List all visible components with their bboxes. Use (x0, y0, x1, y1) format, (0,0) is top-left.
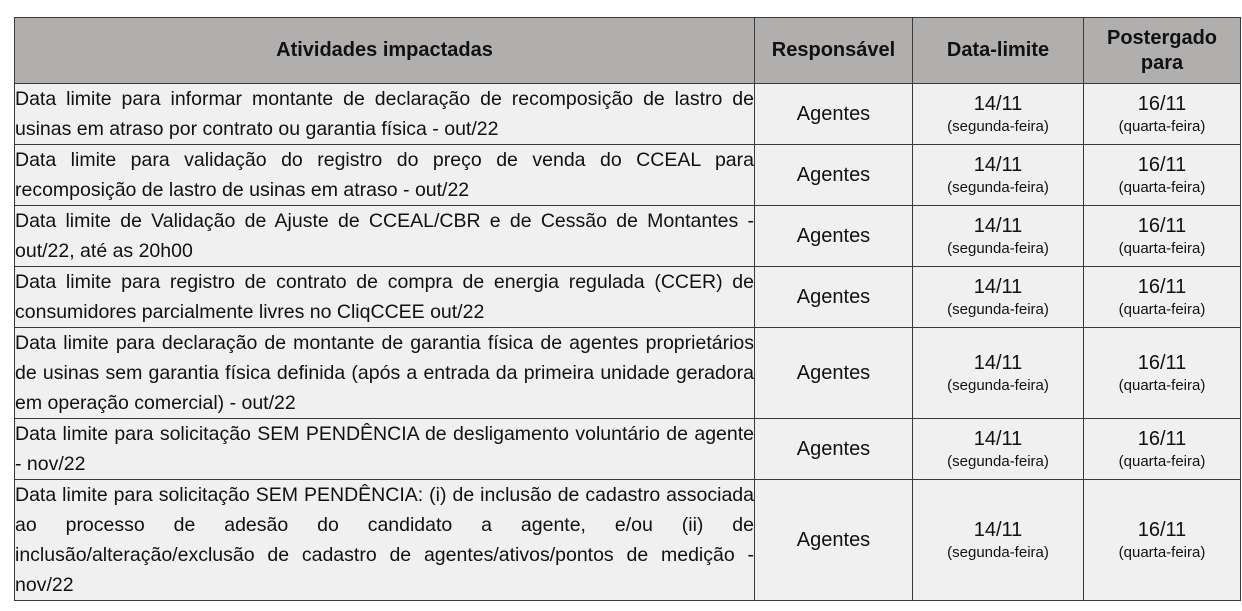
responsible-cell: Agentes (755, 84, 913, 145)
postponed-cell (1084, 267, 1241, 328)
postponed-cell (1084, 419, 1241, 480)
activity-cell: Data limite para informar montante de declaração de recomposição de lastro de usinas em atraso por contrato ou garantia física - out/22 (15, 84, 755, 145)
deadline-date: 14/11 (973, 519, 1023, 541)
table-row (15, 328, 1241, 419)
deadline-date: 14/11 (973, 276, 1023, 298)
responsible-cell: Agentes (755, 480, 913, 601)
activity-cell: Data limite para validação do registro do preço de venda do CCEAL para recomposição de lastro de usinas em atraso - out/22 (15, 145, 755, 206)
deadline-weekday: (segunda-feira) (947, 544, 1049, 561)
table-row (15, 480, 1241, 601)
table-header-row (15, 18, 1241, 84)
postponed-date: 16/11 (1137, 276, 1187, 298)
table-row (15, 145, 1241, 206)
deadline-cell (913, 480, 1084, 601)
activity-cell: Data limite para registro de contrato de compra de energia regulada (CCER) de consumidores parcialmente livres no CliqCCEE out/22 (15, 267, 755, 328)
postponed-weekday: (quarta-feira) (1118, 179, 1206, 196)
postponed-weekday: (quarta-feira) (1118, 544, 1206, 561)
postponed-date: 16/11 (1137, 519, 1187, 541)
responsible-cell: Agentes (755, 419, 913, 480)
activity-cell: Data limite para declaração de montante de garantia física de agentes proprietários de usinas sem garantia física definida (após a entrada da primeira unidade geradora em operação comercial) - out/22 (15, 328, 755, 419)
header-responsible: Responsável (755, 18, 913, 84)
activity-cell: Data limite de Validação de Ajuste de CCEAL/CBR e de Cessão de Montantes - out/22, até as 20h00 (15, 206, 755, 267)
table-row (15, 206, 1241, 267)
activity-cell: Data limite para solicitação SEM PENDÊNCIA de desligamento voluntário de agente - nov/22 (15, 419, 755, 480)
deadline-cell (913, 145, 1084, 206)
postponed-cell (1084, 328, 1241, 419)
deadline-weekday: (segunda-feira) (947, 179, 1049, 196)
deadline-cell (913, 84, 1084, 145)
deadline-date: 14/11 (973, 428, 1023, 450)
responsible-cell: Agentes (755, 206, 913, 267)
responsible-cell: Agentes (755, 267, 913, 328)
postponed-cell (1084, 145, 1241, 206)
postponed-cell (1084, 480, 1241, 601)
postponed-weekday: (quarta-feira) (1118, 453, 1206, 470)
deadline-weekday: (segunda-feira) (947, 377, 1049, 394)
table-row (15, 84, 1241, 145)
deadline-date: 14/11 (973, 215, 1023, 237)
deadline-date: 14/11 (973, 154, 1023, 176)
postponed-date: 16/11 (1137, 428, 1187, 450)
deadline-weekday: (segunda-feira) (947, 301, 1049, 318)
postponed-cell (1084, 206, 1241, 267)
postponed-date: 16/11 (1137, 215, 1187, 237)
deadline-weekday: (segunda-feira) (947, 453, 1049, 470)
deadline-cell (913, 267, 1084, 328)
responsible-cell: Agentes (755, 145, 913, 206)
postponed-weekday: (quarta-feira) (1118, 240, 1206, 257)
header-activities: Atividades impactadas (15, 18, 755, 84)
table-row (15, 419, 1241, 480)
deadline-cell (913, 419, 1084, 480)
postponed-weekday: (quarta-feira) (1118, 301, 1206, 318)
postponed-date: 16/11 (1137, 154, 1187, 176)
deadline-weekday: (segunda-feira) (947, 240, 1049, 257)
postponed-date: 16/11 (1137, 352, 1187, 374)
deadline-cell (913, 328, 1084, 419)
activity-cell: Data limite para solicitação SEM PENDÊNCIA: (i) de inclusão de cadastro associada ao processo de adesão do candidato a agente, e/ou (ii) de inclusão/alteração/exclusão de cadastro de agentes/ativos/pontos de medição - nov/22 (15, 480, 755, 601)
postponed-weekday: (quarta-feira) (1118, 377, 1206, 394)
deadline-date: 14/11 (973, 352, 1023, 374)
deadline-weekday: (segunda-feira) (947, 118, 1049, 135)
deadline-cell (913, 206, 1084, 267)
postponed-date: 16/11 (1137, 93, 1187, 115)
table-row (15, 267, 1241, 328)
header-postponed: Postergado para (1084, 18, 1241, 84)
deadline-date: 14/11 (973, 93, 1023, 115)
postponed-weekday: (quarta-feira) (1118, 118, 1206, 135)
responsible-cell: Agentes (755, 328, 913, 419)
impacted-activities-table (14, 17, 1241, 601)
postponed-cell (1084, 84, 1241, 145)
header-deadline: Data-limite (913, 18, 1084, 84)
